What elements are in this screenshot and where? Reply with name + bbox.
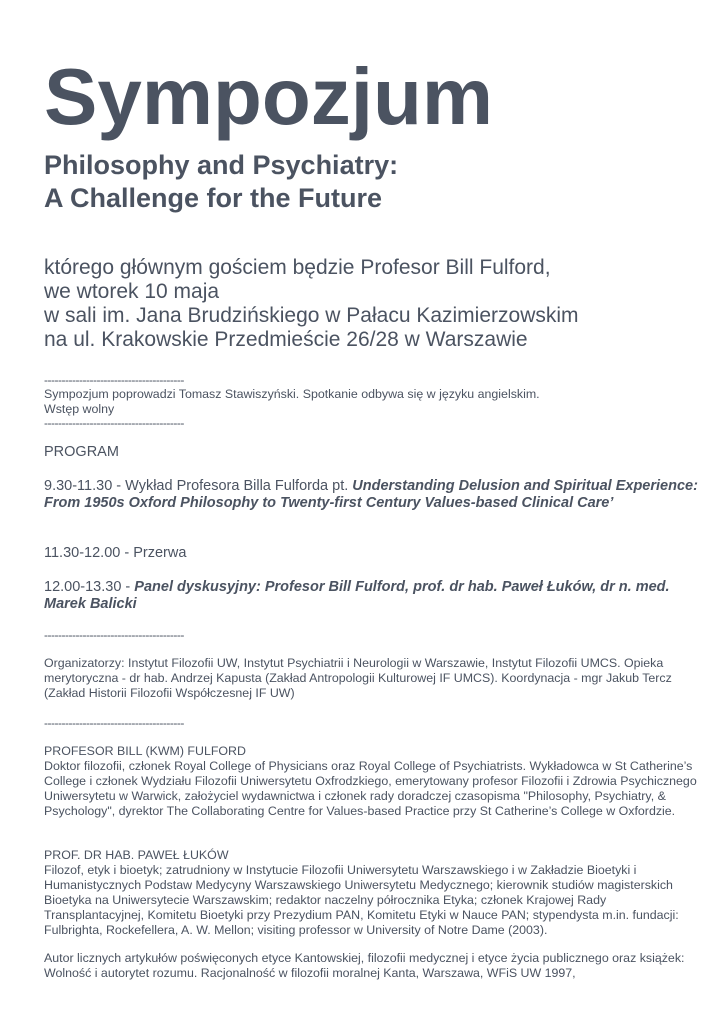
bio-fulford-text: Doktor filozofii, członek Royal College of Physicians oraz Royal College of Psychiatrists. Wykładowca w St Catherine’s College i członek Wydziału Filozofii Uniwersytetu Oxfrodzkiego, emerytowany profesor Filozofii i Zdrowia Psychicznego Uniwersytetu w Warwick, założyciel wydawnictwa i członek rady doradczej czasopisma "Philosophy, Psychiatry, & Psychology", dyrektor The Collaborating Centre for Values-based Practice przy St Catherine’s College w Oxfordzie. [44, 759, 697, 818]
bio-fulford [44, 744, 704, 819]
program-item-3-time: 12.00-13.30 - [44, 579, 135, 595]
program-item-1-title: Understanding Delusion and Spiritual Experience: From 1950s Oxford Philosophy to Twenty-first Century Values-based Clinical Care’ [44, 478, 698, 511]
separator: ---------------------------------------- [44, 373, 184, 387]
program-item-1-time: 9.30-11.30 - Wykład Profesora Billa Fulforda pt. [44, 478, 353, 494]
separator: ---------------------------------------- [44, 716, 184, 730]
separator: ---------------------------------------- [44, 416, 184, 430]
subtitle [44, 149, 398, 215]
intro-line-3: w sali im. Jana Brudzińskiego w Pałacu Kazimierzowskim [44, 304, 579, 327]
bio-lukow-text: Filozof, etyk i bioetyk; zatrudniony w Instytucie Filozofii Uniwersytetu Warszawskiego i w Zakładzie Bioetyki i Humanistycznych Podstaw Medycyny Warszawskiego Uniwersytetu Medycznego; kierownik studiów magisterskich Bioetyka na Uniwersytecie Warszawskim; redaktor naczelny półrocznika Etyka; członek Krajowej Rady Transplantacyjnej, Komitetu Bioetyki przy Prezydium PAN, Komitetu Etyki w Nauce PAN; stypendysta m.in. fundacji: Fulbrighta, Rockefellera, A. W. Mellon; visiting professor w University of Notre Dame (2003). [44, 863, 679, 937]
note [44, 387, 704, 417]
program-item-2: 11.30-12.00 - Przerwa [44, 545, 187, 561]
intro-line-4: na ul. Krakowskie Przedmieście 26/28 w Warszawie [44, 328, 528, 351]
intro-line-1: którego głównym gościem będzie Profesor Bill Fulford, [44, 256, 551, 279]
bio-lukow [44, 848, 704, 938]
bio-lukow-text-2: Autor licznych artykułów poświęconych etyce Kantowskiej, filozofii medycznej i etyce życia publicznego oraz książek: Wolność i autorytet rozumu. Racjonalność w filozofii moralnej Kanta, Warszawa, WFiS UW 1997, [44, 951, 685, 980]
note-line-1: Sympozjum poprowadzi Tomasz Stawiszyński. Spotkanie odbywa się w języku angielskim. [44, 387, 540, 401]
organizers: Organizatorzy: Instytut Filozofii UW, Instytut Psychiatrii i Neurologii w Warszawie, Instytut Filozofii UMCS. Opieka merytoryczna - dr hab. Andrzej Kapusta (Zakład Antropologii Kulturowej IF UMCS). Koordynacja - mgr Jakub Tercz (Zakład Historii Filozofii Współczesnej IF UW) [44, 656, 672, 700]
subtitle-line-1: Philosophy and Psychiatry: [44, 150, 399, 180]
bio-fulford-name: PROFESOR BILL (KWM) FULFORD [44, 744, 246, 758]
program-item-3 [44, 579, 704, 613]
separator: ---------------------------------------- [44, 628, 184, 642]
program-heading: PROGRAM [44, 444, 119, 460]
subtitle-line-2: A Challenge for the Future [44, 183, 383, 213]
bio-lukow-name: PROF. DR HAB. PAWEŁ ŁUKÓW [44, 848, 229, 862]
intro-line-2: we wtorek 10 maja [44, 280, 220, 303]
page-title: Sympozjum [44, 52, 493, 141]
program-item-1 [44, 478, 704, 512]
note-line-2: Wstęp wolny [44, 402, 115, 416]
event-details [44, 256, 579, 352]
program-item-3-title: Panel dyskusyjny: Profesor Bill Fulford, prof. dr hab. Paweł Łuków, dr n. med. Marek Balicki [44, 579, 670, 612]
